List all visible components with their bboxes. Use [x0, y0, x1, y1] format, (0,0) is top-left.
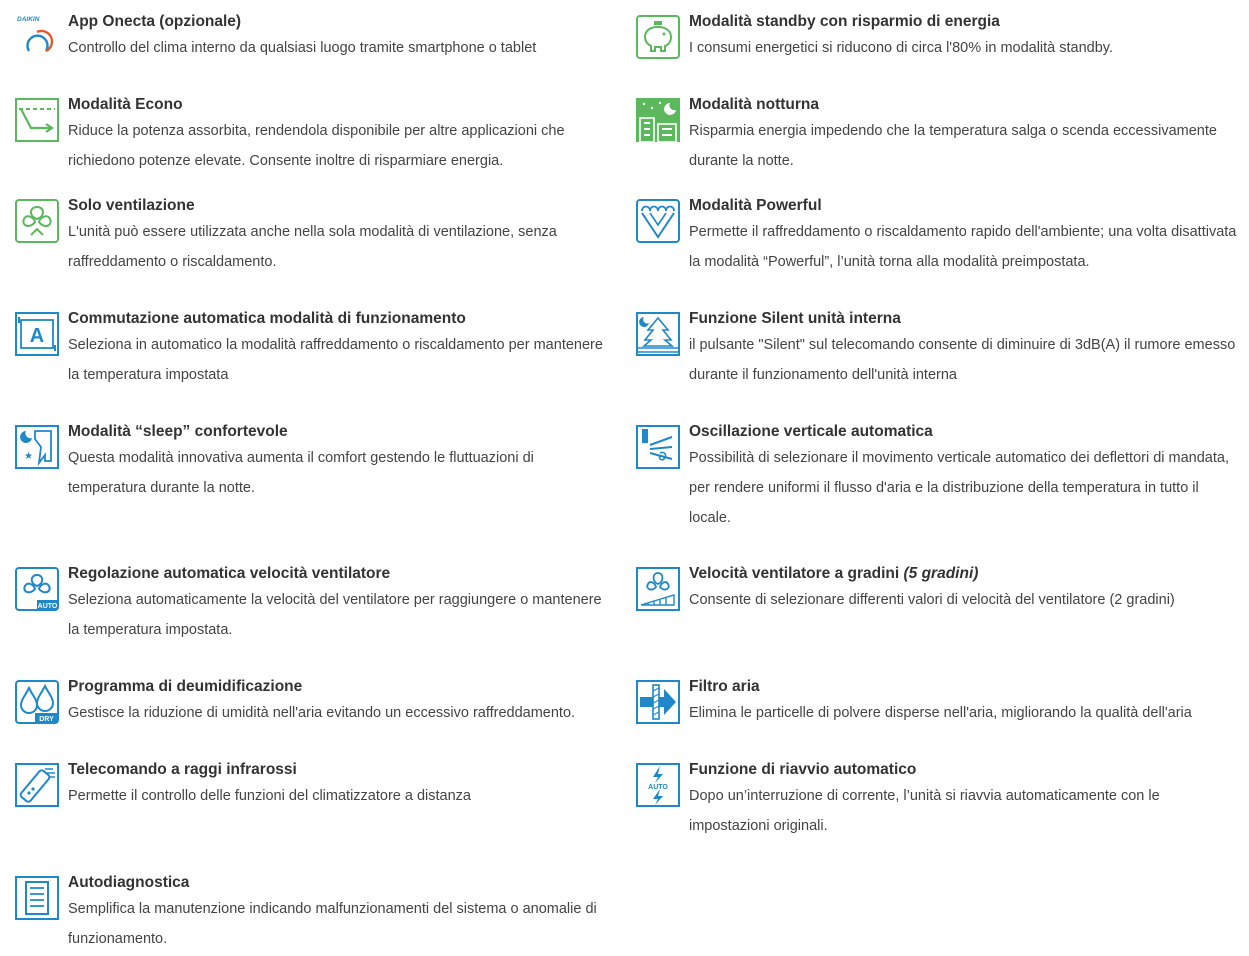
infrared-remote-icon [15, 763, 59, 807]
feature-title: App Onecta (opzionale) [68, 13, 242, 30]
fan-speed-steps-icon [636, 567, 680, 611]
svg-text:★: ★ [24, 451, 33, 462]
feature-description: Questa modalità innovativa aumenta il comfort gestendo le fluttuazioni di temperatura durante la notte. [68, 450, 534, 496]
feature-title [689, 564, 1175, 584]
feature-title: Funzione Silent unità interna [689, 310, 901, 327]
daikin-onecta-app-icon [15, 15, 59, 59]
feature-description: Permette il raffreddamento o riscaldamento rapido dell'ambiente; una volta disattivata la modalità “Powerful”, l’unità torna alla modalità preimpostata. [689, 224, 1237, 270]
feature-title: Autodiagnostica [68, 874, 190, 891]
piggy-bank-standby-icon [636, 15, 680, 59]
feature-title: Modalità Powerful [689, 197, 822, 214]
feature-description: Risparmia energia impedendo che la temperatura salga o scenda eccessivamente durante la notte. [689, 123, 1217, 169]
vertical-swing-icon [636, 425, 680, 469]
feature-description: Riduce la potenza assorbita, rendendola disponibile per altre applicazioni che richiedono potenze elevate. Consente inoltre di risparmiare energia. [68, 123, 565, 169]
feature-title: Filtro aria [689, 678, 760, 695]
feature-title: Oscillazione verticale automatica [689, 423, 933, 440]
econo-mode-icon [15, 98, 59, 142]
feature-title: Regolazione automatica velocità ventilatore [68, 565, 391, 582]
feature-title-main: Velocità ventilatore a gradini [689, 565, 904, 582]
svg-text:DRY: DRY [39, 716, 54, 723]
feature-description: Possibilità di selezionare il movimento verticale automatico dei deflettori di mandata, per rendere uniformi il flusso d'aria e la distribuzione della temperatura in tutto il locale. [689, 450, 1229, 526]
feature-title: Funzione di riavvio automatico [689, 761, 917, 778]
feature-title: Modalità standby con risparmio di energia [689, 13, 1000, 30]
auto-restart-icon [636, 763, 680, 807]
feature-description: Controllo del clima interno da qualsiasi luogo tramite smartphone o tablet [68, 40, 537, 56]
feature-description: L'unità può essere utilizzata anche nella sola modalità di ventilazione, senza raffreddamento o riscaldamento. [68, 224, 557, 270]
feature-description: Seleziona automaticamente la velocità del ventilatore per raggiungere o mantenere la temperatura impostata. [68, 592, 602, 638]
feature-description: I consumi energetici si riducono di circa l'80% in modalità standby. [689, 40, 1114, 56]
feature-title: Solo ventilazione [68, 197, 195, 214]
feature-title-steps: (5 gradini) [903, 565, 979, 582]
feature-description: Dopo un’interruzione di corrente, l’unità si riavvia automaticamente con le impostazioni originali. [689, 788, 1160, 834]
powerful-mode-icon [636, 199, 680, 243]
feature-title: Telecomando a raggi infrarossi [68, 761, 297, 778]
air-filter-icon [636, 680, 680, 724]
feature-title: Programma di deumidificazione [68, 678, 303, 695]
feature-description: Gestisce la riduzione di umidità nell'aria evitando un eccessivo raffreddamento. [68, 705, 576, 721]
feature-title: Modalità notturna [689, 96, 820, 113]
feature-description: Seleziona in automatico la modalità raffreddamento o riscaldamento per mantenere la temperatura impostata [68, 337, 603, 383]
svg-text:AUTO: AUTO [37, 603, 58, 610]
feature-title: Commutazione automatica modalità di funzionamento [68, 310, 466, 327]
feature-title: Modalità “sleep” confortevole [68, 423, 288, 440]
auto-fan-speed-icon [15, 567, 59, 611]
svg-text:A: A [29, 325, 45, 347]
self-diagnosis-icon [15, 876, 59, 920]
feature-description: il pulsante "Silent" sul telecomando consente di diminuire di 3dB(A) il rumore emesso durante il funzionamento dell'unità interna [689, 337, 1236, 383]
feature-title: Modalità Econo [68, 96, 183, 113]
silent-indoor-icon [636, 312, 680, 356]
feature-description: Semplifica la manutenzione indicando malfunzionamenti del sistema o anomalie di funzionamento. [68, 901, 597, 947]
svg-text:DAIKIN: DAIKIN [17, 16, 40, 23]
feature-description: Elimina le particelle di polvere disperse nell'aria, migliorando la qualità dell'aria [689, 705, 1192, 721]
feature-description: Permette il controllo delle funzioni del climatizzatore a distanza [68, 788, 471, 804]
feature-description: Consente di selezionare differenti valori di velocità del ventilatore (2 gradini) [689, 592, 1175, 608]
svg-text:AUTO: AUTO [648, 784, 668, 791]
fan-only-icon [15, 199, 59, 243]
night-mode-icon [636, 98, 680, 142]
auto-changeover-icon [15, 312, 59, 356]
dry-program-icon [15, 680, 59, 724]
sleep-mode-icon [15, 425, 59, 469]
